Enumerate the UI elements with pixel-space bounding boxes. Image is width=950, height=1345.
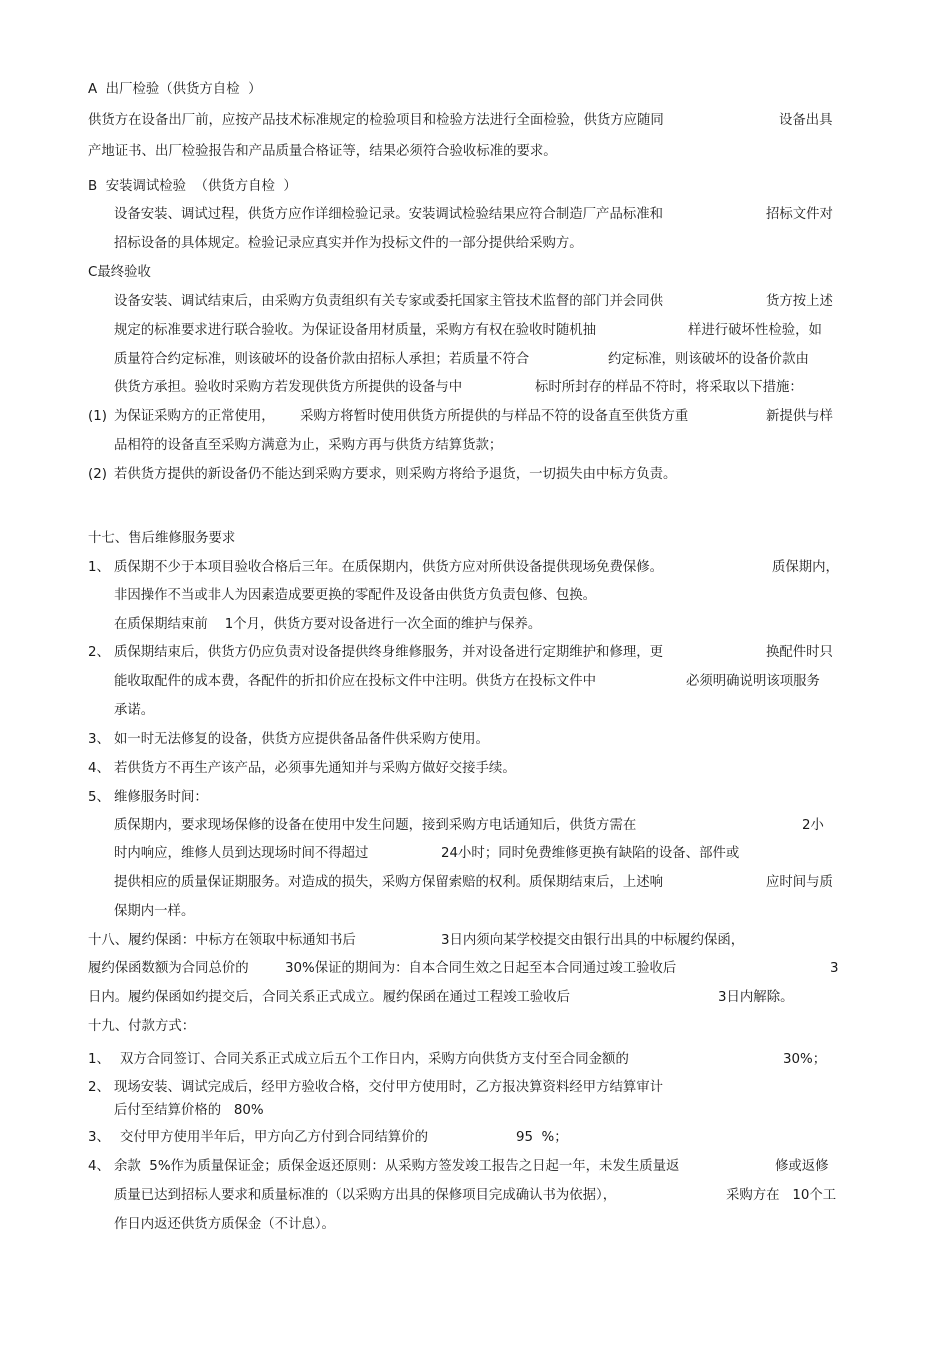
section-c-text: 约定标准，则该破坏的设备价款由: [608, 352, 809, 367]
list-number: 1、: [88, 1052, 110, 1067]
section-18-text: 30%保证的期间为：自本合同生效之日起至本合同通过竣工验收后: [285, 961, 677, 976]
section-17-text: 质保期不少于本项目验收合格后三年。在质保期内，供货方应对所供设备提供现场免费保修。: [114, 560, 664, 575]
section-19-text: 余款 5%作为质量保证金；质保金返还原则：从采购方签发竣工报告之日起一年，未发生质量返: [114, 1159, 680, 1174]
section-17-text: 质保期结束后，供货方仍应负责对设备提供终身维修服务，并对设备进行定期维护和修理，更: [114, 645, 664, 660]
list-number: 3、: [88, 1130, 110, 1145]
section-17-text: 承诺。: [114, 703, 155, 718]
section-17-text: 提供相应的质量保证期服务。对造成的损失，采购方保留索赔的权利。质保期结束后，上述响: [114, 875, 664, 890]
section-b-title: B 安装调试检验 （供货方自检 ）: [88, 179, 297, 194]
section-17-text: 质保期内，: [772, 560, 839, 575]
section-c-text: 若供货方提供的新设备仍不能达到采购方要求，则采购方将给予退货，一切损失由中标方负责。: [114, 467, 677, 482]
list-number: 4、: [88, 761, 110, 776]
section-c-text: 采购方将暂时使用供货方所提供的与样品不符的设备直至供货方重: [300, 409, 689, 424]
section-b-text: 设备安装、调试过程，供货方应作详细检验记录。安装调试检验结果应符合制造厂产品标准和: [114, 207, 664, 222]
list-number: 2、: [88, 645, 110, 660]
section-17-text: 应时间与质: [766, 875, 833, 890]
list-number: (1): [88, 409, 107, 424]
section-a-text: 产地证书、出厂检验报告和产品质量合格证等，结果必须符合验收标准的要求。: [88, 144, 557, 159]
section-19-text: 后付至结算价格的 80%: [114, 1103, 264, 1118]
section-17-text: 非因操作不当或非人为因素造成要更换的零配件及设备由供货方负责包修、包换。: [114, 588, 597, 603]
section-b-text: 招标文件对: [766, 207, 833, 222]
section-b-text: 招标设备的具体规定。检验记录应真实并作为投标文件的一部分提供给采购方。: [114, 236, 583, 251]
section-17-text: 如一时无法修复的设备，供货方应提供备品备件供采购方使用。: [114, 732, 489, 747]
section-c-text: 供货方承担。验收时采购方若发现供货方所提供的设备与中: [114, 380, 463, 395]
list-number: 3、: [88, 732, 110, 747]
section-17-text: 在质保期结束前 1个月，供货方要对设备进行一次全面的维护与保养。: [114, 617, 542, 632]
section-18-text: 履约保函数额为合同总价的: [88, 961, 249, 976]
section-c-text: 设备安装、调试结束后，由采购方负责组织有关专家或委托国家主管技术监督的部门并会同供: [114, 294, 664, 309]
section-c-text: 规定的标准要求进行联合验收。为保证设备用材质量，采购方有权在验收时随机抽: [114, 323, 597, 338]
section-17-text: 若供货方不再生产该产品，必须事先通知并与采购方做好交接手续。: [114, 761, 516, 776]
section-19-text: 作日内返还供货方质保金（不计息）。: [114, 1217, 335, 1232]
list-number: 1、: [88, 560, 110, 575]
section-c-text: 样进行破坏性检验，如: [688, 323, 822, 338]
section-18-text: 3日内须向某学校提交由银行出具的中标履约保函，: [441, 933, 745, 948]
section-19-title: 十九、付款方式：: [88, 1019, 196, 1034]
section-19-text: 修或返修: [775, 1159, 829, 1174]
section-17-text: 维修服务时间：: [114, 790, 208, 805]
section-c-text: 货方按上述: [766, 294, 833, 309]
section-18-text: 十八、履约保函：中标方在领取中标通知书后: [88, 933, 356, 948]
section-c-text: 质量符合约定标准，则该破坏的设备价款由招标人承担；若质量不符合: [114, 352, 530, 367]
section-17-text: 质保期内，要求现场保修的设备在使用中发生问题，接到采购方电话通知后，供货方需在: [114, 818, 637, 833]
section-17-text: 换配件时只: [766, 645, 833, 660]
section-c-text: 标时所封存的样品不符时，将采取以下措施：: [535, 380, 803, 395]
section-c-text: 品相符的设备直至采购方满意为止，采购方再与供货方结算货款；: [114, 438, 503, 453]
section-19-text: 30%；: [783, 1052, 827, 1067]
section-19-text: 双方合同签订、合同关系正式成立后五个工作日内，采购方向供货方支付至合同金额的: [120, 1052, 629, 1067]
section-a-text: 设备出具: [779, 113, 833, 128]
section-19-text: 交付甲方使用半年后，甲方向乙方付到合同结算价的: [120, 1130, 428, 1145]
section-17-text: 2小: [802, 818, 824, 833]
section-19-text: 采购方在 10个工: [726, 1188, 837, 1203]
section-17-text: 能收取配件的成本费，各配件的折扣价应在投标文件中注明。供货方在投标文件中: [114, 674, 597, 689]
section-18-text: 日内。履约保函如约提交后，合同关系正式成立。履约保函在通过工程竣工验收后: [88, 990, 571, 1005]
section-17-text: 必须明确说明该项服务: [686, 674, 820, 689]
section-a-text: 供货方在设备出厂前，应按产品技术标准规定的检验项目和检验方法进行全面检验，供货方应随同: [88, 113, 664, 128]
list-number: 4、: [88, 1159, 110, 1174]
section-c-title: C最终验收: [88, 265, 151, 280]
section-c-text: 为保证采购方的正常使用，: [114, 409, 275, 424]
section-17-text: 24小时；同时免费维修更换有缺陷的设备、部件或: [441, 846, 740, 861]
section-c-text: 新提供与样: [766, 409, 833, 424]
section-18-text: 3日内解除。: [718, 990, 794, 1005]
list-number: 5、: [88, 790, 110, 805]
section-17-title: 十七、售后维修服务要求: [88, 531, 236, 546]
section-19-text: 现场安装、调试完成后，经甲方验收合格，交付甲方使用时，乙方报决算资料经甲方结算审计: [114, 1080, 664, 1095]
list-number: (2): [88, 467, 107, 482]
section-17-text: 时内响应，维修人员到达现场时间不得超过: [114, 846, 369, 861]
section-18-text: 3: [830, 961, 839, 976]
section-17-text: 保期内一样。: [114, 904, 195, 919]
section-19-text: 95 %；: [516, 1130, 568, 1145]
section-19-text: 质量已达到招标人要求和质量标准的（以采购方出具的保修项目完成确认书为依据），: [114, 1188, 617, 1203]
section-a-title: A 出厂检验（供货方自检 ）: [88, 82, 262, 97]
list-number: 2、: [88, 1080, 110, 1095]
